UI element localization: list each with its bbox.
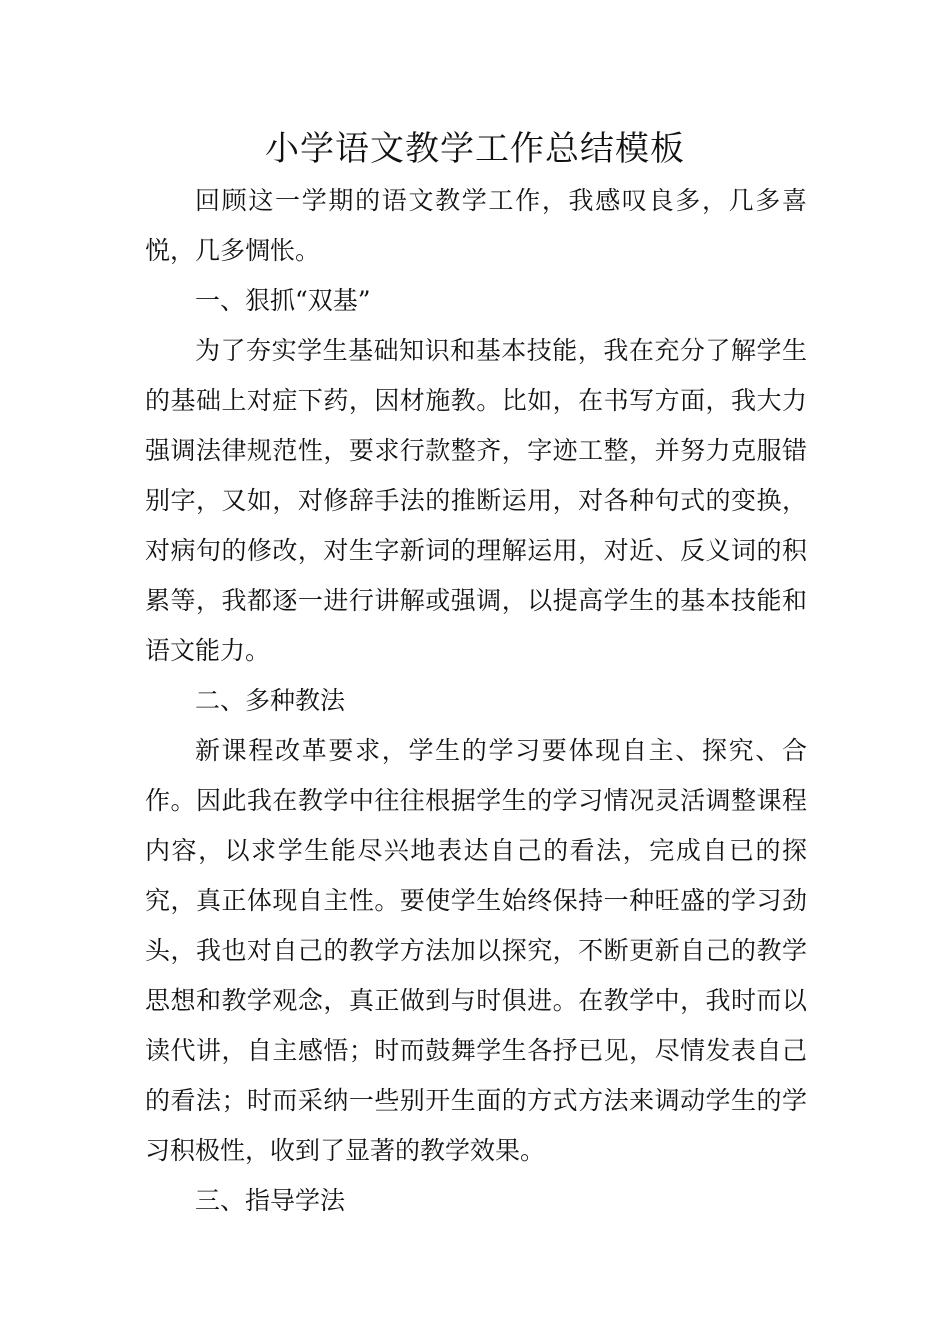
document-title: 小学语文教学工作总结模板	[265, 129, 685, 169]
intro-paragraph: 回顾这一学期的语文教学工作，我感叹良多，几多喜悦，几多惆怅。	[145, 186, 807, 265]
section-2-paragraph: 新课程改革要求，学生的学习要体现自主、探究、合作。因此我在教学中往往根据学生的学习情况灵活调整课程内容，以求学生能尽兴地表达自己的看法，完成自已的探究，真正体现自主性。要使学生始终保持一种旺盛的学习劲头，我也对自己的教学方法加以探究，不断更新自己的教学思想和教学观念，真正做到与时俱进。在教学中，我时而以读代讲，自主感悟；时而鼓舞学生各抒已见，尽情发表自己的看法；时而采纳一些别开生面的方式方法来调动学生的学习积极性，收到了显著的教学效果。	[145, 736, 807, 1165]
section-heading-1: 一、狠抓“双基”	[195, 286, 371, 315]
section-1-paragraph: 为了夯实学生基础知识和基本技能，我在充分了解学生的基础上对症下药，因材施教。比如，在书写方面，我大力强调法律规范性，要求行款整齐，字迹工整，并努力克服错别字，又如，对修辞手法的推断运用，对各种句式的变换，对病句的修改，对生字新词的理解运用，对近、反义词的积累等，我都逐一进行讲解或强调，以提高学生的基本技能和语文能力。	[145, 336, 807, 665]
section-heading-3: 三、指导学法	[195, 1186, 346, 1215]
section-heading-2: 二、多种教法	[195, 686, 346, 715]
document-body	[145, 176, 807, 1226]
